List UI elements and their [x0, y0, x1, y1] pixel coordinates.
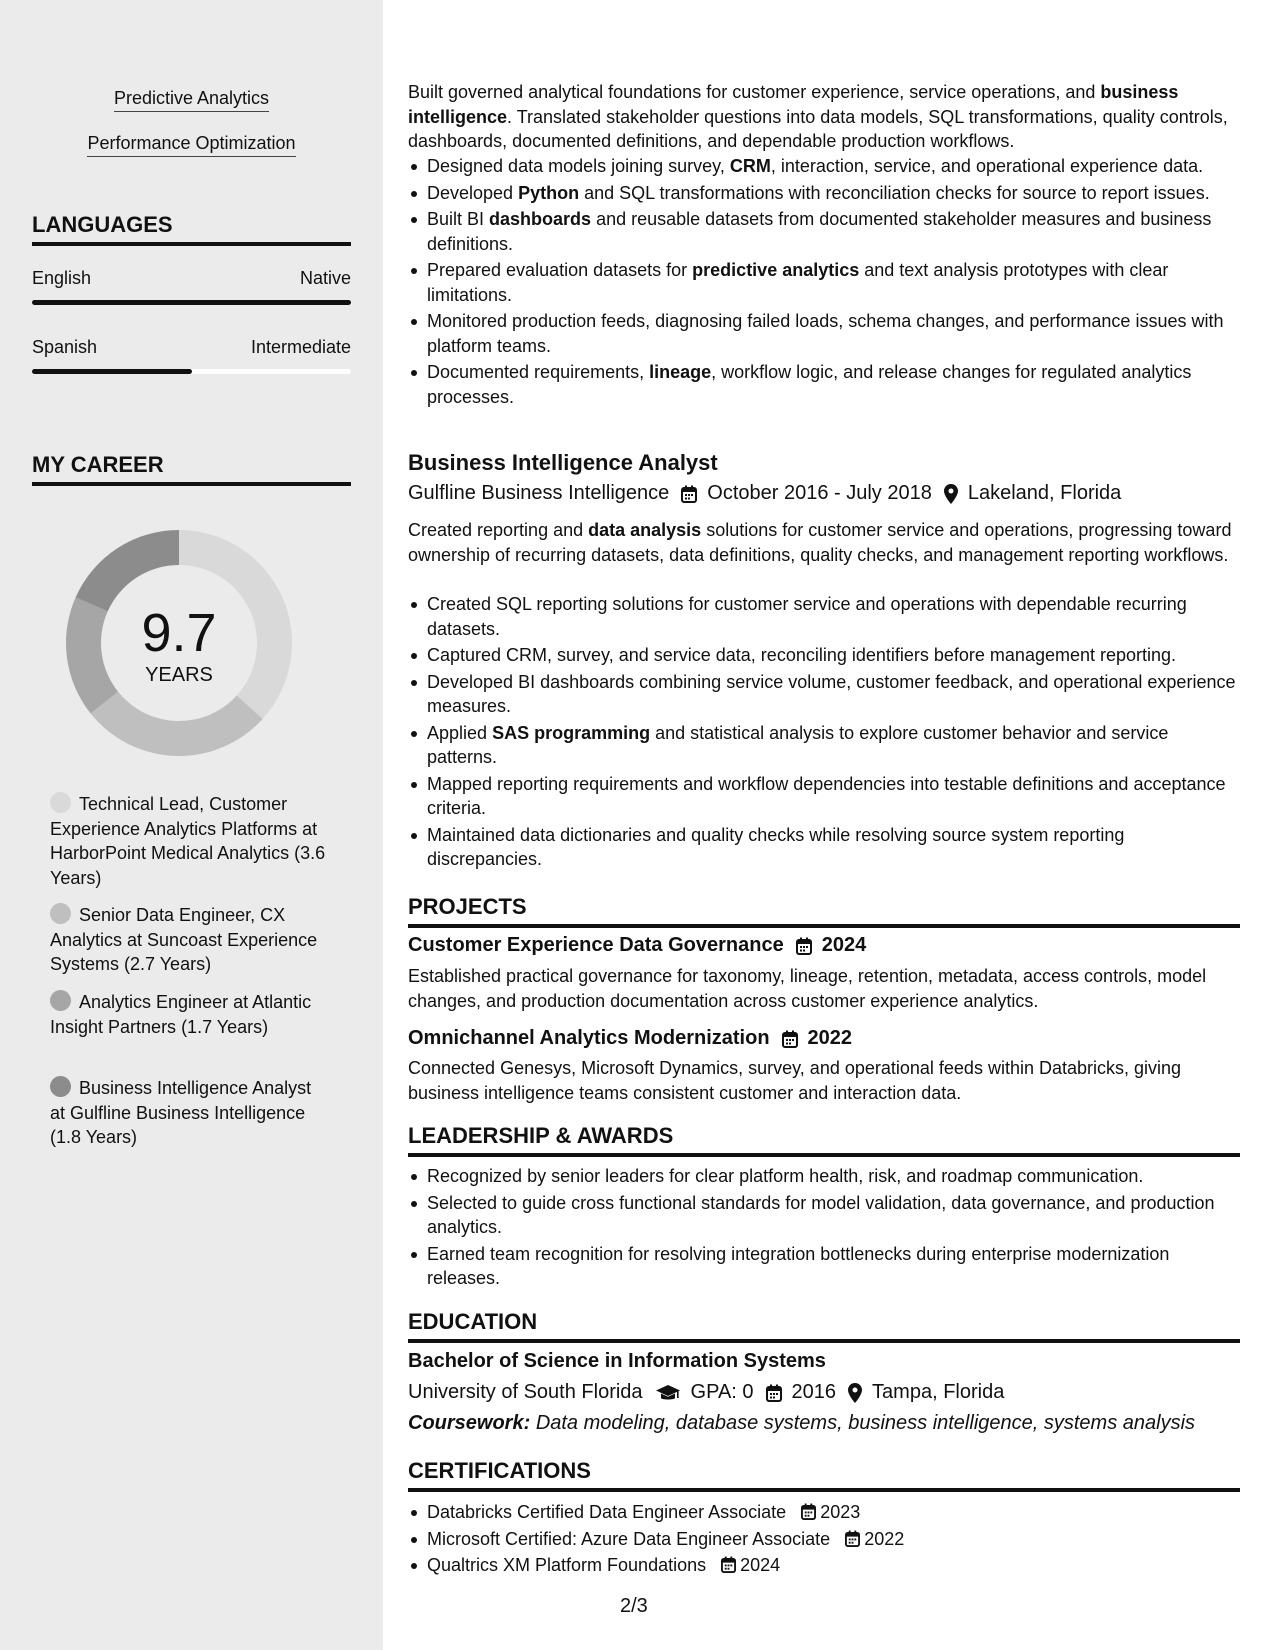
page-number: 2/3	[620, 1595, 648, 1617]
calendar-icon	[721, 1556, 736, 1573]
project-year: 2024	[821, 934, 867, 956]
calendar-icon	[782, 1030, 798, 1048]
certifications-heading: CERTIFICATIONS	[408, 1458, 1240, 1492]
career-legend-item: Business Intelligence Analyst at Gulfline Business Intelligence (1.8 Years)	[50, 1078, 312, 1147]
job-summary: Built governed analytical foundations for customer experience, service operations, and business intelligence. Translated stakeholder questions into data models, SQL transformations, quality controls, dashboards, documented definitions, and dependable production workflows.	[408, 82, 1228, 151]
career-legend-item: Senior Data Engineer, CX Analytics at Suncoast Experience Systems (2.7 Years)	[50, 905, 318, 974]
career-legend-swatch	[50, 903, 71, 924]
career-legend-item: Analytics Engineer at Atlantic Insight Partners (1.7 Years)	[50, 992, 312, 1037]
job-bullet: Prepared evaluation datasets for predictive analytics and text analysis prototypes with clear limitations.	[408, 258, 1240, 307]
sidebar	[0, 0, 383, 1650]
calendar-icon	[801, 1503, 816, 1520]
skill-tag: Performance Optimization	[0, 133, 383, 157]
job-bullet-list	[408, 154, 1240, 411]
education-degree: Bachelor of Science in Information Systems	[408, 1350, 826, 1372]
language-name: Spanish	[32, 337, 98, 357]
leadership-bullet: Recognized by senior leaders for clear platform health, risk, and roadmap communication.	[408, 1164, 1240, 1189]
job-bullet: Developed Python and SQL transformations with reconciliation checks for source to report issues.	[408, 181, 1240, 206]
job-bullet: Developed BI dashboards combining service volume, customer feedback, and operational experience measures.	[408, 670, 1240, 719]
projects-heading: PROJECTS	[408, 894, 1240, 928]
job-bullet: Created SQL reporting solutions for customer service and operations with dependable recurring datasets.	[408, 592, 1240, 641]
language-level: Intermediate	[250, 337, 351, 357]
job-bullet: Captured CRM, survey, and service data, reconciling identifiers before management reporting.	[408, 643, 1240, 668]
leadership-list	[408, 1164, 1240, 1293]
career-donut-segment	[76, 530, 179, 611]
career-legend-item: Technical Lead, Customer Experience Analytics Platforms at HarborPoint Medical Analytics (3.6 Years)	[50, 794, 326, 888]
career-total-label: YEARS	[145, 664, 213, 686]
career-donut-chart	[66, 530, 292, 756]
job-bullet: Applied SAS programming and statistical analysis to explore customer behavior and service patterns.	[408, 721, 1240, 770]
career-total-years: 9.7	[141, 603, 217, 663]
language-level: Native	[299, 268, 351, 288]
calendar-icon	[845, 1530, 860, 1547]
job-bullet: Documented requirements, lineage, workflow logic, and release changes for regulated analytics processes.	[408, 360, 1240, 409]
graduation-cap-icon	[655, 1384, 681, 1402]
coursework-text: Data modeling, database systems, business intelligence, systems analysis	[535, 1412, 1196, 1434]
job-dates: October 2016 - July 2018	[707, 482, 932, 504]
job-bullet: Monitored production feeds, diagnosing failed loads, schema changes, and performance issues with platform teams.	[408, 309, 1240, 358]
job-bullet: Designed data models joining survey, CRM, interaction, service, and operational experience data.	[408, 154, 1240, 179]
job-title: Business Intelligence Analyst	[408, 450, 718, 475]
calendar-icon	[796, 937, 812, 955]
job-bullet: Mapped reporting requirements and workflow dependencies into testable definitions and acceptance criteria.	[408, 772, 1240, 821]
education-heading: EDUCATION	[408, 1309, 1240, 1343]
career-donut-segment	[91, 692, 263, 756]
job-bullet-list	[408, 592, 1240, 874]
main-content	[408, 0, 1240, 1650]
education-coursework	[408, 1412, 1195, 1435]
job-bullet: Built BI dashboards and reusable datasets from documented stakeholder measures and business definitions.	[408, 207, 1240, 256]
language-proficiency-bar	[32, 300, 351, 305]
certification-item: Databricks Certified Data Engineer Associate 2023	[408, 1500, 1240, 1525]
language-row	[32, 268, 351, 289]
coursework-label: Coursework:	[408, 1412, 531, 1434]
job-location: Lakeland, Florida	[967, 482, 1122, 504]
leadership-bullet: Earned team recognition for resolving integration bottlenecks during enterprise modernization releases.	[408, 1242, 1240, 1291]
skill-tag: Predictive Analytics	[0, 88, 383, 112]
job-meta	[408, 482, 1121, 505]
language-name: English	[32, 268, 92, 288]
certification-item: Microsoft Certified: Azure Data Engineer Associate 2022	[408, 1527, 1240, 1552]
education-school: University of South Florida	[408, 1381, 643, 1403]
job-bullet: Maintained data dictionaries and quality checks while resolving source system reporting discrepancies.	[408, 823, 1240, 872]
project-description: Connected Genesys, Microsoft Dynamics, survey, and operational feeds within Databricks, giving business intelligence teams consistent customer and interaction data.	[408, 1058, 1182, 1103]
language-proficiency-bar	[32, 369, 351, 374]
career-heading: MY CAREER	[32, 452, 351, 486]
certification-item: Qualtrics XM Platform Foundations 2024	[408, 1553, 1240, 1578]
education-location: Tampa, Florida	[872, 1381, 1005, 1403]
education-meta	[408, 1381, 1004, 1404]
career-legend-swatch	[50, 1076, 71, 1097]
map-pin-icon	[944, 484, 958, 504]
project-title: Omnichannel Analytics Modernization 2022	[408, 1027, 853, 1049]
certifications-list	[408, 1500, 1240, 1580]
calendar-icon	[766, 1384, 782, 1402]
project-title: Customer Experience Data Governance 2024	[408, 934, 867, 956]
map-pin-icon	[848, 1383, 862, 1403]
career-legend-swatch	[50, 792, 71, 813]
project-year: 2022	[807, 1027, 853, 1049]
language-proficiency-fill	[32, 300, 351, 305]
calendar-icon	[681, 485, 697, 503]
career-legend-swatch	[50, 990, 71, 1011]
job-company: Gulfline Business Intelligence	[408, 482, 670, 504]
language-row	[32, 337, 351, 358]
project-description: Established practical governance for taxonomy, lineage, retention, metadata, access controls, model changes, and production documentation across customer experience analytics.	[408, 966, 1207, 1011]
job-summary: Created reporting and data analysis solutions for customer service and operations, progressing toward ownership of recurring datasets, data definitions, quality checks, and management reporting workflows.	[408, 520, 1232, 565]
education-year: 2016	[791, 1381, 837, 1403]
leadership-heading: LEADERSHIP & AWARDS	[408, 1123, 1240, 1157]
leadership-bullet: Selected to guide cross functional standards for model validation, data governance, and production analytics.	[408, 1191, 1240, 1240]
language-proficiency-fill	[32, 369, 192, 374]
languages-heading: LANGUAGES	[32, 212, 351, 246]
education-gpa: GPA: 0	[690, 1381, 754, 1403]
